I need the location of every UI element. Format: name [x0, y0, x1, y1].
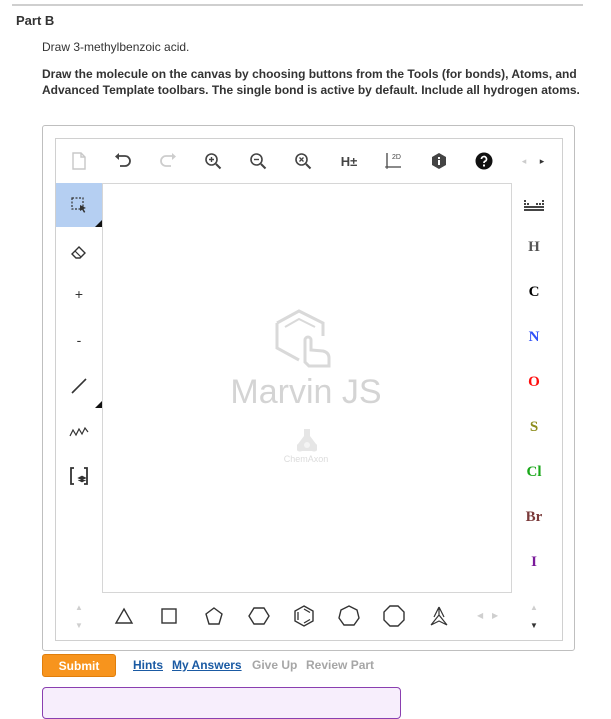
feedback-box [42, 687, 401, 719]
cyclooctane-icon [383, 605, 405, 627]
scroll-left-icon[interactable]: ◂ [521, 155, 527, 166]
atom-s-button[interactable]: S [529, 419, 539, 435]
periodic-table-icon[interactable] [522, 193, 546, 217]
scroll-right-icon[interactable]: ▸ [539, 155, 545, 166]
eraser-icon [70, 243, 88, 259]
benzene-template[interactable] [291, 603, 317, 629]
chemaxon-watermark: ChemAxon [283, 454, 329, 464]
new-document-icon[interactable] [67, 149, 91, 173]
chemaxon-logo-icon [297, 428, 317, 452]
templates-scroll-right-icon[interactable]: ▶ [492, 611, 499, 620]
info-icon[interactable] [427, 149, 451, 173]
scroll-up-icon[interactable]: ▲ [75, 603, 83, 612]
atom-i-button[interactable]: I [531, 554, 537, 570]
cyclohexane-template[interactable] [246, 603, 272, 629]
question-prompt: Draw 3-methylbenzoic acid. [42, 40, 190, 54]
atoms-scroll-down-icon[interactable]: ▼ [530, 621, 538, 630]
atom-cl-button[interactable]: Cl [526, 464, 542, 480]
cycloheptane-icon [338, 605, 360, 627]
zoom-fit-icon[interactable] [291, 149, 315, 173]
rectangle-select-icon [70, 196, 88, 214]
give-up-link[interactable]: Give Up [252, 658, 298, 672]
h-toggle-button[interactable]: H± [340, 153, 358, 169]
bicyclic-template-icon [428, 605, 450, 627]
submit-button[interactable]: Submit [42, 654, 116, 677]
zoom-in-icon[interactable] [201, 149, 225, 173]
chain-icon [69, 424, 89, 438]
bracket-icon [68, 466, 90, 486]
atom-n-button[interactable]: N [528, 329, 540, 345]
atom-h-button[interactable]: H [528, 239, 540, 255]
single-bond-icon [70, 377, 88, 395]
atoms-scroll-up-icon[interactable]: ▲ [530, 603, 538, 612]
clean-2d-button[interactable] [382, 149, 406, 173]
scroll-down-icon[interactable]: ▼ [75, 621, 83, 630]
bicyclic-template[interactable] [426, 603, 452, 629]
cyclopentane-template[interactable] [201, 603, 227, 629]
my-answers-link[interactable]: My Answers [172, 658, 242, 672]
undo-icon[interactable] [111, 149, 135, 173]
cyclopentane-icon [204, 606, 224, 626]
help-icon[interactable] [472, 149, 496, 173]
templates-scroll-left-icon[interactable]: ◀ [477, 611, 484, 620]
select-tool-button[interactable] [56, 183, 102, 227]
increase-charge-button[interactable]: + [74, 286, 84, 302]
question-instructions: Draw the molecule on the canvas by choosing buttons from the Tools (for bonds), Atoms, and Advanced Template toolbars. The single bond is active by default. Include all hydrogen atoms. [42, 67, 580, 97]
cyclooctane-template[interactable] [381, 603, 407, 629]
cycloheptane-template[interactable] [336, 603, 362, 629]
section-divider [12, 4, 583, 6]
hints-link[interactable]: Hints [133, 658, 163, 672]
atom-c-button[interactable]: C [528, 284, 540, 300]
redo-icon[interactable] [156, 149, 180, 173]
eraser-tool-button[interactable] [56, 229, 102, 273]
cyclobutane-template[interactable] [156, 603, 182, 629]
marvin-watermark: Marvin JS [230, 373, 382, 411]
cyclopropane-template[interactable] [111, 603, 137, 629]
benzene-icon [293, 605, 315, 627]
chain-tool-button[interactable] [56, 409, 102, 453]
atom-o-button[interactable]: O [528, 374, 540, 390]
single-bond-button[interactable] [56, 364, 102, 408]
part-title: Part B [16, 13, 55, 28]
zoom-out-icon[interactable] [246, 149, 270, 173]
marvin-logo-icon [274, 308, 338, 370]
review-part-link[interactable]: Review Part [306, 658, 375, 672]
cyclohexane-icon [248, 606, 270, 626]
svg-text:2D: 2D [392, 154, 401, 161]
cyclopropane-icon [114, 607, 134, 625]
cyclobutane-icon [160, 607, 178, 625]
bracket-tool-button[interactable] [56, 454, 102, 498]
atom-br-button[interactable]: Br [525, 509, 543, 525]
decrease-charge-button[interactable]: - [76, 332, 82, 348]
